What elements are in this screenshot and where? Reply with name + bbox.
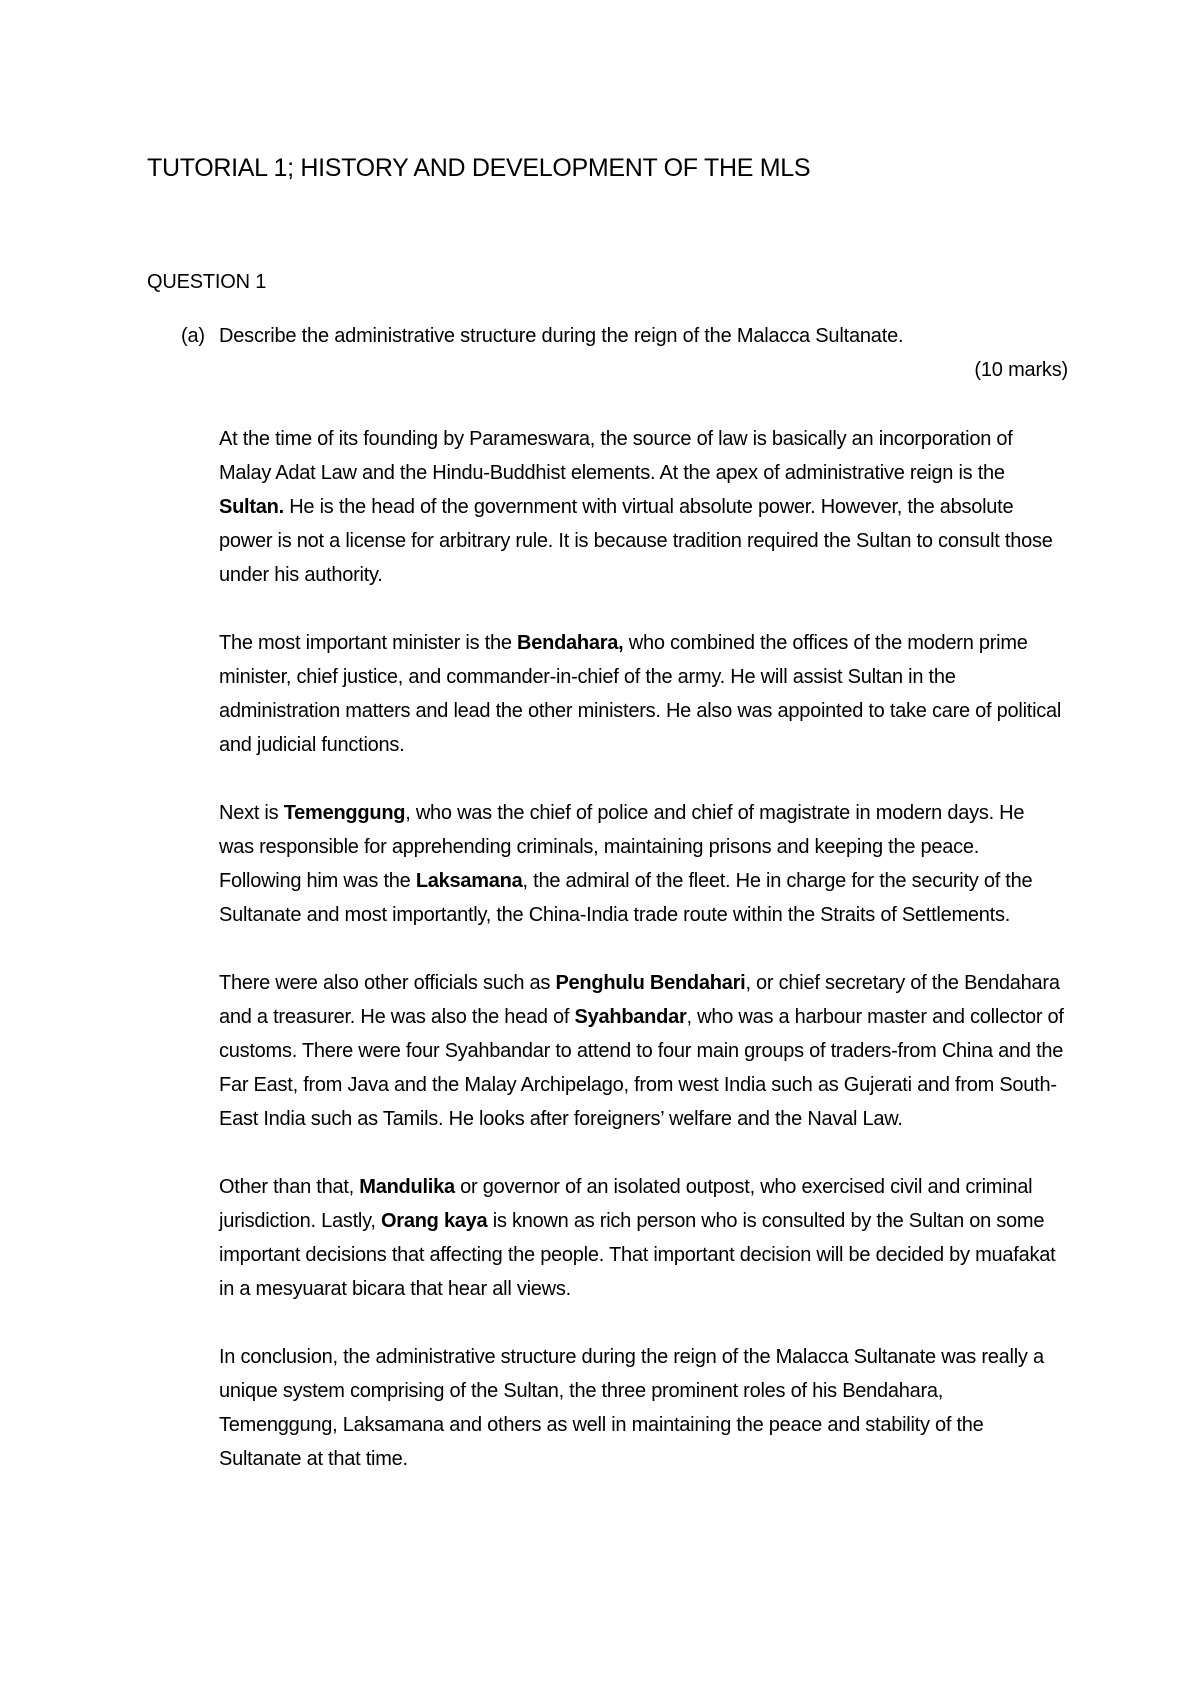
term-mandulika: Mandulika	[359, 1176, 455, 1198]
answer-paragraph-bendahara	[219, 626, 1064, 762]
term-laksamana: Laksamana	[415, 870, 523, 892]
answer-paragraph-sultan	[219, 422, 1064, 592]
term-syahbandar: Syahbandar	[574, 1006, 687, 1028]
question-part-label: (a)	[181, 325, 205, 347]
term-temenggung: Temenggung	[283, 802, 406, 824]
marks-allocation: (10 marks)	[974, 359, 1068, 381]
term-bendahara: Bendahara,	[517, 632, 624, 654]
paragraph-text: , who was a harbour master and collector of customs. There were four Syahbandar to attend to four main groups of traders-from China and the Far East, from Java and the Malay Archipelago, from west India such as Gujerati and from South-East India such as Tamils. He looks after foreigners’ welfare and the Naval Law.	[219, 1006, 1064, 1130]
paragraph-text: or governor of an isolated outpost, who exercised civil and criminal jurisdiction. Lastly,	[219, 1176, 1033, 1232]
paragraph-text: who combined the offices of the modern prime minister, chief justice, and commander-in-chief of the army. He will assist Sultan in the administration matters and lead the other ministers. He also was appointed to take care of political and judicial functions.	[219, 632, 1062, 756]
paragraph-text: , who was the chief of police and chief of magistrate in modern days. He was responsible for apprehending criminals, maintaining prisons and keeping the peace. Following him was the	[219, 802, 1025, 892]
answer-paragraph-temenggung	[219, 796, 1064, 932]
answer-paragraph-officials	[219, 966, 1064, 1136]
paragraph-text: , or chief secretary of the Bendahara and a treasurer. He was also the head of	[219, 972, 1060, 1028]
paragraph-text: Other than that,	[219, 1176, 360, 1198]
term-orang-kaya: Orang kaya	[380, 1210, 488, 1232]
document-title: TUTORIAL 1; HISTORY AND DEVELOPMENT OF THE MLS	[147, 154, 811, 182]
paragraph-text: The most important minister is the	[219, 632, 518, 654]
paragraph-text: There were also other officials such as	[219, 972, 556, 994]
question-part	[181, 322, 1061, 350]
answer-paragraph-conclusion	[219, 1340, 1064, 1476]
answer-body	[219, 422, 1064, 1510]
answer-paragraph-mandulika	[219, 1170, 1064, 1306]
paragraph-text: In conclusion, the administrative structure during the reign of the Malacca Sultanate was really a unique system comprising of the Sultan, the three prominent roles of his Bendahara, Temenggung, Laksamana and others as well in maintaining the peace and stability of the Sultanate at that time.	[219, 1346, 1044, 1470]
term-sultan: Sultan.	[219, 496, 284, 518]
paragraph-text: He is the head of the government with virtual absolute power. However, the absolute power is not a license for arbitrary rule. It is because tradition required the Sultan to consult those under his authority.	[219, 496, 1053, 586]
question-part-text: Describe the administrative structure during the reign of the Malacca Sultanate.	[219, 325, 904, 347]
term-penghulu-bendahari: Penghulu Bendahari	[555, 972, 746, 994]
question-heading: QUESTION 1	[147, 271, 267, 293]
paragraph-text: At the time of its founding by Parameswara, the source of law is basically an incorporation of Malay Adat Law and the Hindu-Buddhist elements. At the apex of administrative reign is the	[219, 428, 1013, 484]
paragraph-text: , the admiral of the fleet. He in charge for the security of the Sultanate and most importantly, the China-India trade route within the Straits of Settlements.	[219, 870, 1033, 926]
paragraph-text: is known as rich person who is consulted by the Sultan on some important decisions that affecting the people. That important decision will be decided by muafakat in a mesyuarat bicara that hear all views.	[219, 1210, 1056, 1300]
paragraph-text: Next is	[219, 802, 284, 824]
